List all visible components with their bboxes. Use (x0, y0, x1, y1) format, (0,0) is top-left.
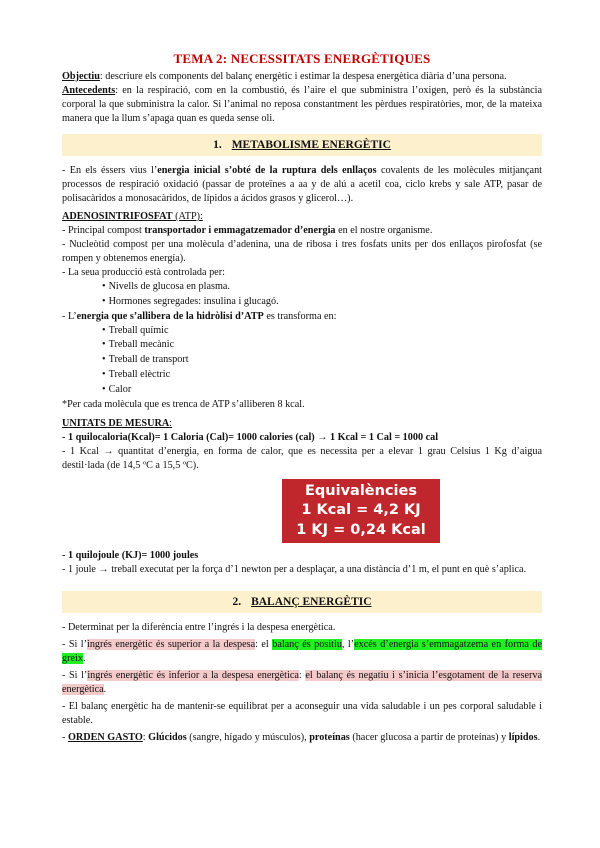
section-label: BALANÇ ENERGÈTIC (251, 596, 372, 609)
atp-line-1 (62, 224, 542, 238)
intro-post: covalents de les molècules mitjançant processos de respiració oxidació (passar de proteïnes a aa y de alú a acetil coa, ciclo krebs y sale ATP, pasar de polisacàridos a monosacàridos, de lípidos a ácidos grasos y glicerol…). (62, 165, 542, 204)
order-pre: - (62, 732, 68, 744)
list-item: • Hormones segregades: insulina i glucagó. (102, 295, 542, 310)
antecedents-paragraph (62, 84, 542, 126)
equivalences-title: Equivalències (305, 482, 417, 499)
atp-line-3: - La seua producció està controlada per: (62, 267, 225, 278)
pos-pre: - Si l’ (62, 639, 87, 651)
atp-note: *Per cada molècula que es trenca de ATP s’alliberen 8 kcal. (62, 398, 305, 410)
neg-mid: : (298, 670, 306, 682)
order-label: ORDEN GASTO (67, 732, 143, 744)
pos-highlight-1: ingrés energètic és superior a la despesa (87, 639, 256, 651)
atp-line1-post: en el nostre organisme. (335, 225, 433, 236)
atp-line1-bold: transportador i emmagatzemador d’energia (144, 225, 336, 236)
units-line-1 (62, 431, 542, 445)
pos-highlight-3: excés d’energia s’emmagatzema en forma de greix (62, 639, 542, 665)
atp-line-2: - Nucleòtid compost per una molècula d’adenina, una de ribosa i tres fosfats units per dos enllaços pirofosfat (se rompen y obtenemos energía). (62, 239, 542, 264)
spending-order (62, 731, 542, 745)
section-label: METABOLISME ENERGÈTIC (231, 139, 391, 151)
list-item: • Treball de transport (102, 353, 542, 368)
atp-line4-bold: energia que s’allibera de la hidròlisi d’ATP (76, 310, 264, 322)
atp-line4-pre: - L’ (62, 310, 77, 322)
balance-line-4: - El balanç energètic ha de mantenir-se equilibrat per a aconseguir una vida saludable i un pes corporal saludable i estable. (62, 701, 542, 727)
order-proteins: proteínas (309, 732, 350, 744)
order-glucids: Glúcidos (148, 732, 187, 744)
equivalence-kcal-kj: 1 Kcal = 4,2 KJ (301, 502, 421, 519)
neg-highlight-1: ingrés energètic és inferior a la despesa energètica (87, 670, 299, 682)
atp-heading-suffix: (ATP): (172, 211, 203, 222)
list-item: • Nivells de glucosa en plasma. (102, 280, 542, 295)
atp-heading (62, 210, 542, 224)
objective-label: Objectiu (62, 71, 100, 82)
atp-line4-post: es transforma en: (263, 310, 337, 322)
pos-mid: : el (255, 639, 273, 651)
pos-highlight-2: balanç és positiu (272, 639, 342, 651)
list-item: • Treball químic (102, 324, 542, 339)
section-heading-2 (62, 591, 542, 613)
units-heading: UNITATS DE MESURA: (62, 417, 173, 429)
intro-pre: - En els éssers vius l’ (62, 165, 158, 176)
neg-highlight-2: el balanç és negatiu i s’inicia l’esgotament de la reserva energètica (62, 670, 542, 696)
page-title: TEMA 2: NECESSITATS ENERGÈTIQUES (173, 51, 431, 66)
units-line-3 (62, 549, 542, 563)
balance-negative (62, 669, 542, 697)
order-lipids-rest: . (537, 732, 541, 744)
units-line3-bold: - 1 quilojoule (KJ)= 1000 joules (62, 550, 199, 562)
units-line-4: - 1 joule → treball executat per la força d’1 newton per a desplaçar, a una distància d’1 m, el punt en què s’aplica. (62, 564, 527, 576)
order-colon: : (142, 732, 149, 744)
document-page (62, 52, 542, 745)
pos-end: . (82, 653, 86, 665)
objective-paragraph (62, 70, 542, 84)
neg-end: . (103, 684, 107, 696)
order-lipids: lípidos (508, 732, 538, 744)
list-item: • Treball elèctric (102, 368, 542, 383)
order-glucids-rest: (sangre, hígado y músculos), (186, 732, 310, 744)
list-item: • Treball mecànic (102, 338, 542, 353)
atp-heading-text: ADENOSINTRIFOSFAT (62, 211, 173, 222)
neg-pre: - Si l’ (62, 670, 88, 682)
section-heading-1 (62, 134, 542, 156)
order-proteins-rest: (hacer glucosa a partir de proteínas) y (349, 732, 509, 744)
equivalences-box (282, 479, 440, 544)
balance-line-1: - Determinat per la diferència entre l’ingrés i la despesa energètica. (62, 622, 336, 634)
antecedents-text: : en la respiració, com en la combustió, és l’aire el que subministra l’oxigen, però és la substància corporal la que subministra la calor. Si l’animal no reposa constantment les pèrdues respiratòries, mor, de la mateixa manera que la llum s’apaga quan es queda sense oli. (62, 85, 542, 124)
intro-bold: energia inicial s’obté de la ruptura dels enllaços (157, 165, 377, 176)
pos-mid-2: , l’ (341, 639, 355, 651)
units-line1-bold: - 1 quilocaloria(Kcal)= 1 Caloria (Cal)= 1000 calories (cal) → 1 Kcal = 1 Cal = 1000 cal (62, 431, 439, 443)
equivalence-kj-kcal: 1 KJ = 0,24 Kcal (296, 521, 426, 538)
list-item: • Calor (102, 383, 542, 398)
atp-line-4 (62, 310, 542, 324)
atp-control-list (102, 280, 542, 310)
section-number: 2. (232, 596, 242, 609)
atp-uses-list (102, 324, 542, 398)
units-heading-text: UNITATS DE MESURA (62, 417, 170, 429)
atp-line1-pre: - Principal compost (62, 225, 145, 236)
objective-text: : descriure els components del balanç energètic i estimar la despesa energètica diària d’una persona. (99, 71, 507, 82)
antecedents-label: Antecedents (62, 85, 116, 96)
metabolism-intro (62, 164, 542, 206)
section-number: 1. (213, 139, 222, 151)
units-line-2: - 1 Kcal → quantitat d’energia, en forma de calor, que es necessita per a elevar 1 grau Celsius 1 Kg d’aigua destil·lada (de 14,5 ºC a 15,5 ºC). (62, 445, 542, 471)
balance-positive (62, 638, 542, 666)
